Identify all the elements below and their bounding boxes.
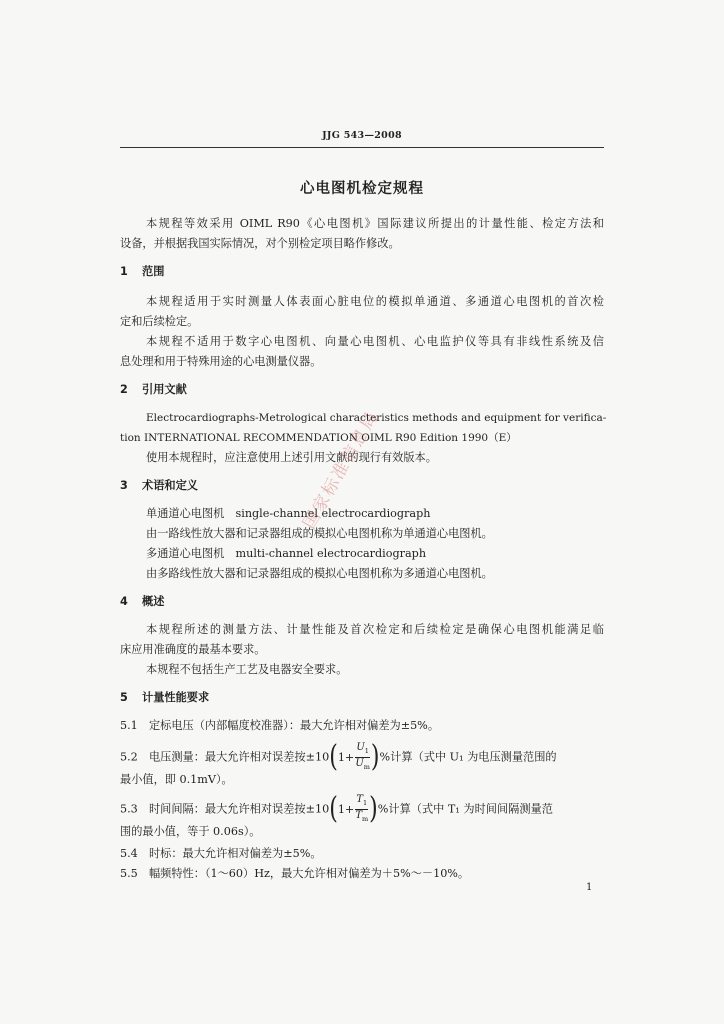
definition-line: 由多路线性放大器和记录器组成的模拟心电图机称为多通道心电图机。	[146, 567, 493, 580]
paragraph-line: 定和后续检定。	[120, 315, 199, 328]
section-heading-2	[120, 380, 187, 400]
section-heading-4	[120, 592, 164, 612]
formula-term: 1+	[337, 802, 355, 816]
watermark-stamp: 国家标准信息局	[299, 407, 384, 533]
term-line: 多通道心电图机 multi-channel electrocardiograph	[146, 547, 427, 560]
document-title: 心电图机检定规程	[300, 181, 424, 197]
section-number: 1	[120, 265, 128, 278]
denominator-subscript: m	[363, 763, 370, 771]
paragraph-line: 使用本规程时，应注意使用上述引用文献的现行有效版本。	[146, 451, 437, 464]
section-number: 3	[120, 479, 128, 492]
section-number: 2	[120, 383, 128, 396]
formula-term: 1+	[337, 750, 355, 764]
term-line: 单通道心电图机 single-channel electrocardiograph	[146, 507, 431, 520]
clause-5-3-continuation: 围的最小值，等于 0.06s）。	[120, 825, 261, 838]
clause-5-2	[120, 739, 604, 774]
clause-5-4: 5.4 时标：最大允许相对偏差为±5%。	[120, 847, 322, 860]
clause-text: %计算（式中 U₁ 为电压测量范围的	[379, 750, 557, 764]
section-heading-5	[120, 688, 209, 708]
right-paren: )	[369, 791, 378, 826]
clause-text: %计算（式中 T₁ 为时间间隔测量范	[377, 802, 553, 816]
section-title: 范围	[142, 265, 165, 278]
denominator: U	[355, 758, 364, 769]
section-number: 5	[120, 691, 128, 704]
fraction	[355, 794, 368, 825]
clause-5-3	[120, 791, 604, 826]
section-title: 计量性能要求	[142, 691, 210, 704]
section-number: 4	[120, 595, 128, 608]
paragraph-line: 床应用准确度的最基本要求。	[120, 643, 266, 656]
numerator-subscript: 1	[363, 799, 368, 807]
paragraph-line: 本规程不适用于数字心电图机、向量心电图机、心电监护仪等具有非线性系统及信	[146, 335, 604, 348]
standard-code-header: JJG 543—2008	[322, 130, 402, 141]
paragraph-line: 本规程适用于实时测量人体表面心脏电位的模拟单通道、多通道心电图机的首次检	[146, 295, 604, 308]
numerator: T	[356, 794, 363, 805]
numerator: U	[356, 742, 365, 753]
formula	[329, 791, 378, 826]
definition-line: 由一路线性放大器和记录器组成的模拟心电图机称为单通道心电图机。	[146, 527, 493, 540]
clause-5-2-continuation: 最小值，即 0.1mV）。	[120, 773, 233, 786]
page-number: 1	[586, 882, 593, 893]
section-title: 概述	[142, 595, 165, 608]
denominator-subscript: m	[361, 815, 369, 823]
clause-5-5: 5.5 幅频特性：（1～60）Hz，最大允许相对偏差为＋5%～－10%。	[120, 867, 470, 880]
section-title: 引用文献	[142, 383, 187, 396]
paragraph-line: 本规程所述的测量方法、计量性能及首次检定和后续检定是确保心电图机能满足临	[146, 623, 604, 636]
denominator: T	[355, 810, 362, 821]
paragraph-line: 息处理和用于特殊用途的心电测量仪器。	[120, 355, 322, 368]
numerator-subscript: 1	[364, 747, 369, 755]
reference-line: tion INTERNATIONAL RECOMMENDATION OIML R90 Edition 1990（E）	[120, 432, 517, 444]
section-heading-1	[120, 262, 164, 282]
section-heading-3	[120, 476, 198, 496]
formula	[329, 739, 380, 774]
clause-5-1: 5.1 定标电压（内部幅度校准器）：最大允许相对偏差为±5%。	[120, 719, 440, 732]
reference-line: Electrocardiographs-Metrological characteristics methods and equipment for verifica-	[146, 412, 607, 424]
clause-text: 5.3 时间间隔：最大允许相对误差按±10	[120, 802, 330, 816]
left-paren: (	[329, 739, 338, 774]
intro-line-1: 本规程等效采用 OIML R90《心电图机》国际建议所提出的计量性能、检定方法和	[146, 217, 604, 230]
clause-text: 5.2 电压测量：最大允许相对误差按±10	[120, 750, 330, 764]
section-title: 术语和定义	[142, 479, 198, 492]
intro-line-2: 设备，并根据我国实际情况，对个别检定项目略作修改。	[120, 237, 400, 250]
left-paren: (	[329, 791, 338, 826]
paragraph-line: 本规程不包括生产工艺及电器安全要求。	[146, 663, 348, 676]
header-rule	[120, 147, 604, 148]
right-paren: )	[370, 739, 380, 774]
fraction	[355, 742, 370, 773]
